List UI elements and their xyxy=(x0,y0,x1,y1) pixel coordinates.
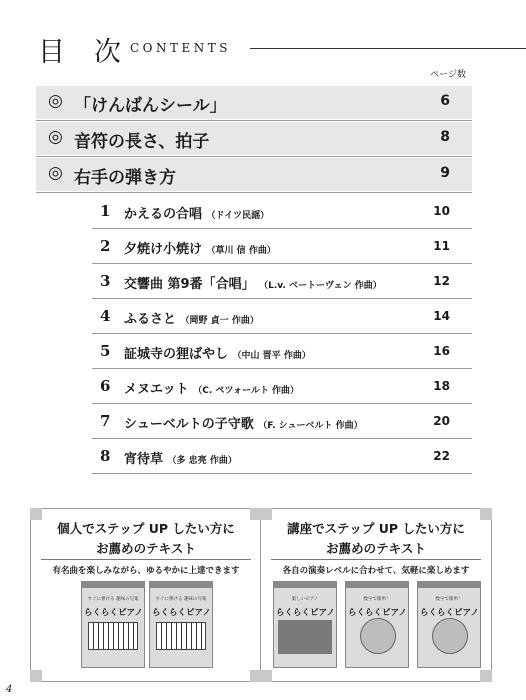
song-page: 22 xyxy=(433,449,450,463)
toc-song-entry[interactable] xyxy=(92,194,472,229)
toc-section-right-hand[interactable] xyxy=(36,158,472,191)
song-page: 14 xyxy=(433,309,450,323)
promo-subheading: お薦めのテキスト xyxy=(96,541,196,556)
promo-description: 各自の演奏レベルに合わせて、気軽に楽しめます xyxy=(282,566,470,576)
book-cover-image[interactable] xyxy=(273,581,337,668)
song-number: 1 xyxy=(100,202,111,220)
corner-decoration xyxy=(260,670,272,682)
song-title-text: 証城寺の狸ばやし xyxy=(124,347,229,362)
piano-keys-image xyxy=(88,622,138,650)
book-subtitle: 数字で簡単！ xyxy=(435,597,463,602)
promo-heading: 講座でステップ UP したい方に xyxy=(287,521,465,536)
song-title xyxy=(124,238,276,257)
double-circle-icon: ◎ xyxy=(48,91,63,111)
promo-heading: 個人でステップ UP したい方に xyxy=(57,521,235,536)
song-page: 20 xyxy=(433,414,450,428)
song-title-text: シューベルトの子守歌 xyxy=(124,417,254,432)
promo-subheading: お薦めのテキスト xyxy=(326,541,426,556)
song-title-text: ふるさと xyxy=(124,312,177,327)
toc-header xyxy=(38,30,526,66)
toc-section-keyboard-sticker[interactable] xyxy=(36,86,472,119)
toc-song-entry[interactable] xyxy=(92,299,472,334)
piano-keys-image xyxy=(156,622,206,650)
cover-photo xyxy=(278,620,332,654)
section-page: 8 xyxy=(440,129,450,145)
cover-illustration xyxy=(432,618,468,654)
song-page: 12 xyxy=(433,274,450,288)
section-label: 音符の長さ、拍子 xyxy=(74,132,210,152)
book-title: らくらくピアノ xyxy=(276,608,335,618)
promo-box-course xyxy=(260,508,492,682)
divider xyxy=(41,559,251,560)
book-cover-image[interactable] xyxy=(417,581,481,668)
title-english: CONTENTS xyxy=(130,41,232,55)
divider xyxy=(36,192,472,193)
song-title xyxy=(124,273,382,292)
promo-description: 有名曲を楽しみながら、ゆるやかに上達できます xyxy=(52,566,240,576)
song-number: 4 xyxy=(100,307,111,325)
song-title xyxy=(124,448,237,467)
double-circle-icon: ◎ xyxy=(48,127,63,147)
song-composer: （草川 信 作曲） xyxy=(206,246,276,256)
song-title xyxy=(124,378,299,397)
title-kanji-1: 目 xyxy=(38,37,65,68)
song-composer: （F. シューベルト 作曲） xyxy=(258,421,363,431)
cover-band xyxy=(150,582,212,588)
song-title-text: 交響曲 第9番「合唱」 xyxy=(124,277,255,292)
page-column-label: ページ数 xyxy=(430,70,466,80)
book-cover-image[interactable] xyxy=(345,581,409,668)
song-composer: （岡野 貞一 作曲） xyxy=(180,316,259,326)
song-composer: （多 忠亮 作曲） xyxy=(167,456,237,466)
song-number: 7 xyxy=(100,412,111,430)
section-page: 6 xyxy=(440,93,450,109)
page-number: 4 xyxy=(6,684,13,695)
book-title: らくらくピアノ xyxy=(84,608,143,618)
cover-band xyxy=(418,582,480,588)
song-page: 11 xyxy=(433,239,450,253)
song-title-text: メヌエット xyxy=(124,382,189,397)
title-kanji-2: 次 xyxy=(94,37,121,68)
song-composer: （ドイツ民謡） xyxy=(206,211,270,221)
song-title xyxy=(124,413,363,432)
cover-band xyxy=(346,582,408,588)
divider xyxy=(36,156,472,157)
toc-song-entry[interactable] xyxy=(92,404,472,439)
toc-song-entry[interactable] xyxy=(92,229,472,264)
song-composer: （L.v. ベートーヴェン 作曲） xyxy=(259,281,382,291)
cover-band xyxy=(274,582,336,588)
song-page: 10 xyxy=(433,204,450,218)
song-composer: （C. ペツォールト 作曲） xyxy=(193,386,300,396)
corner-decoration xyxy=(480,670,492,682)
song-number: 2 xyxy=(100,237,111,255)
book-subtitle: 楽しいピアノ xyxy=(291,597,319,602)
song-title xyxy=(124,308,259,327)
divider xyxy=(271,559,481,560)
song-title xyxy=(124,343,311,362)
song-page: 18 xyxy=(433,379,450,393)
book-title: らくらくピアノ xyxy=(420,608,479,618)
header-rule xyxy=(250,48,526,49)
song-title-text: 夕焼け小焼け xyxy=(124,242,203,257)
section-page: 9 xyxy=(440,165,450,181)
song-page: 16 xyxy=(433,344,450,358)
section-label: 右手の弾き方 xyxy=(74,168,176,188)
promo-box-individual xyxy=(30,508,262,682)
song-number: 5 xyxy=(100,342,111,360)
book-title: らくらくピアノ xyxy=(152,608,211,618)
book-title: らくらくピアノ xyxy=(348,608,407,618)
song-number: 8 xyxy=(100,447,111,465)
toc-section-note-length[interactable] xyxy=(36,122,472,155)
toc-song-entry[interactable] xyxy=(92,334,472,369)
toc-song-entry[interactable] xyxy=(92,369,472,404)
book-cover-image[interactable] xyxy=(149,581,213,668)
song-number: 6 xyxy=(100,377,111,395)
song-title-text: かえるの合唱 xyxy=(124,207,203,222)
song-number: 3 xyxy=(100,272,111,290)
song-title-text: 宵待草 xyxy=(124,452,164,467)
cover-illustration xyxy=(360,618,396,654)
toc-song-entry[interactable] xyxy=(92,439,472,474)
toc-song-entry[interactable] xyxy=(92,264,472,299)
book-subtitle: すぐに弾ける 趣味の写楽 xyxy=(87,597,139,602)
cover-band xyxy=(82,582,144,588)
divider xyxy=(36,120,472,121)
book-subtitle: 数字で簡単！ xyxy=(363,597,391,602)
section-label: 「けんばんシール」 xyxy=(74,96,227,116)
corner-decoration xyxy=(30,670,42,682)
book-cover-image[interactable] xyxy=(81,581,145,668)
song-title xyxy=(124,203,269,222)
song-composer: （中山 晋平 作曲） xyxy=(232,351,311,361)
double-circle-icon: ◎ xyxy=(48,163,63,183)
book-subtitle: すぐに弾ける 趣味の写楽 xyxy=(155,597,207,602)
